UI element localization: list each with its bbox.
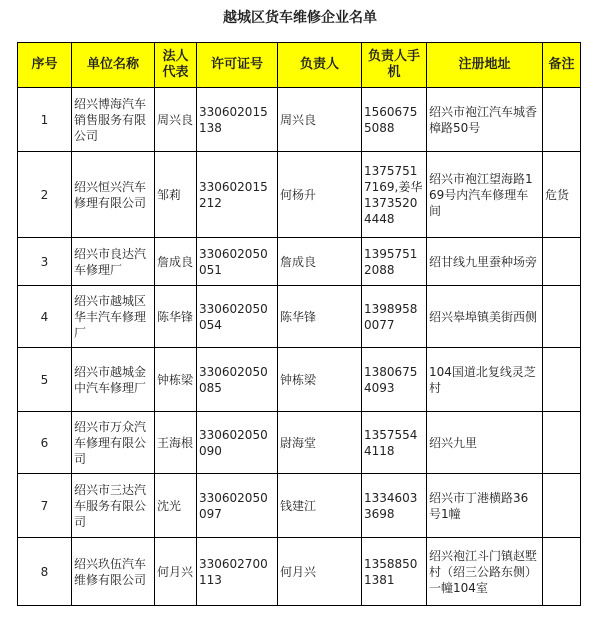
table-row (18, 88, 581, 152)
table-row (18, 538, 581, 606)
cell-address: 绍兴皋埠镇美街西侧 (427, 286, 543, 348)
cell-legal: 周兴良 (155, 88, 197, 152)
header-cell-phone: 负责人手机 (362, 43, 427, 88)
cell-phone: 13757517169,姜华13735204448 (362, 152, 427, 238)
cell-phone: 13346033698 (362, 474, 427, 538)
cell-legal: 钟栋梁 (155, 348, 197, 412)
cell-phone: 13806754093 (362, 348, 427, 412)
cell-license: 330602050090 (197, 412, 278, 474)
cell-legal: 陈华锋 (155, 286, 197, 348)
cell-license: 330602015138 (197, 88, 278, 152)
cell-phone: 13575544118 (362, 412, 427, 474)
cell-address: 绍兴市袍江望海路169号内汽车修理车间 (427, 152, 543, 238)
cell-no: 8 (18, 538, 72, 606)
cell-manager: 陈华锋 (278, 286, 362, 348)
cell-name: 绍兴玖伍汽车维修有限公司 (72, 538, 155, 606)
cell-legal: 王海根 (155, 412, 197, 474)
header-cell-no: 序号 (18, 43, 72, 88)
table-row (18, 348, 581, 412)
cell-legal: 沈光 (155, 474, 197, 538)
table-row (18, 238, 581, 286)
header-cell-manager: 负责人 (278, 43, 362, 88)
cell-note (543, 238, 581, 286)
cell-phone: 13989580077 (362, 286, 427, 348)
cell-note (543, 348, 581, 412)
cell-license: 330602050054 (197, 286, 278, 348)
cell-name: 绍兴市越城金中汽车修理厂 (72, 348, 155, 412)
page-title: 越城区货车维修企业名单 (223, 10, 377, 26)
cell-address: 绍兴袍江斗门镇赵墅村（绍三公路东侧）一幢104室 (427, 538, 543, 606)
cell-note: 危货 (543, 152, 581, 238)
cell-phone: 13588501381 (362, 538, 427, 606)
cell-name: 绍兴市良达汽车修理厂 (72, 238, 155, 286)
cell-no: 6 (18, 412, 72, 474)
cell-manager: 钟栋梁 (278, 348, 362, 412)
cell-license: 330602015212 (197, 152, 278, 238)
header-cell-license: 许可证号 (197, 43, 278, 88)
cell-manager: 周兴良 (278, 88, 362, 152)
header-cell-note: 备注 (543, 43, 581, 88)
cell-name: 绍兴博海汽车销售服务有限公司 (72, 88, 155, 152)
cell-note (543, 538, 581, 606)
cell-manager: 尉海堂 (278, 412, 362, 474)
table-row (18, 474, 581, 538)
cell-no: 4 (18, 286, 72, 348)
cell-phone: 15606755088 (362, 88, 427, 152)
cell-address: 绍兴市丁港横路36号1幢 (427, 474, 543, 538)
cell-address: 104国道北复线灵芝村 (427, 348, 543, 412)
cell-address: 绍兴市袍江汽车城香樟路50号 (427, 88, 543, 152)
cell-note (543, 88, 581, 152)
cell-address: 绍兴九里 (427, 412, 543, 474)
cell-address: 绍甘线九里蚕种场旁 (427, 238, 543, 286)
cell-no: 2 (18, 152, 72, 238)
cell-manager: 何杨升 (278, 152, 362, 238)
cell-manager: 何月兴 (278, 538, 362, 606)
cell-legal: 邹莉 (155, 152, 197, 238)
header-cell-name: 单位名称 (72, 43, 155, 88)
header-row (18, 43, 581, 88)
cell-name: 绍兴恒兴汽车修理有限公司 (72, 152, 155, 238)
header-cell-legal: 法人代表 (155, 43, 197, 88)
cell-note (543, 412, 581, 474)
cell-name: 绍兴市万众汽车修理有限公司 (72, 412, 155, 474)
cell-manager: 钱建江 (278, 474, 362, 538)
table-row (18, 412, 581, 474)
cell-no: 7 (18, 474, 72, 538)
cell-name: 绍兴市三达汽车服务有限公司 (72, 474, 155, 538)
table-row (18, 286, 581, 348)
cell-legal: 何月兴 (155, 538, 197, 606)
cell-no: 5 (18, 348, 72, 412)
cell-legal: 詹成良 (155, 238, 197, 286)
cell-note (543, 474, 581, 538)
cell-phone: 13957512088 (362, 238, 427, 286)
cell-note (543, 286, 581, 348)
cell-no: 3 (18, 238, 72, 286)
header-cell-address: 注册地址 (427, 43, 543, 88)
cell-license: 330602050051 (197, 238, 278, 286)
cell-license: 330602050097 (197, 474, 278, 538)
company-table (17, 42, 581, 606)
cell-name: 绍兴市越城区华丰汽车修理厂 (72, 286, 155, 348)
cell-license: 330602050085 (197, 348, 278, 412)
cell-manager: 詹成良 (278, 238, 362, 286)
cell-license: 330602700113 (197, 538, 278, 606)
table-row (18, 152, 581, 238)
cell-no: 1 (18, 88, 72, 152)
